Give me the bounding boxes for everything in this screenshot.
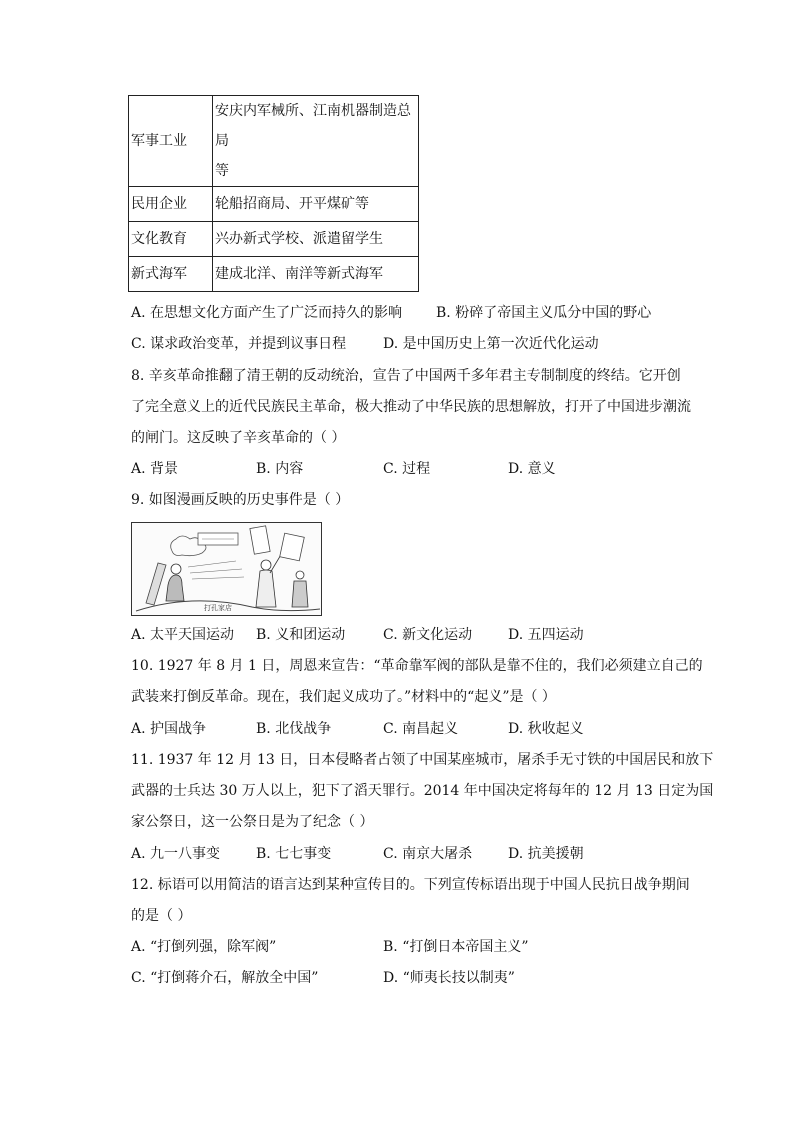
- q11-option-a[interactable]: A. 九一八事变: [131, 846, 221, 862]
- cell-line: 等: [215, 163, 229, 179]
- q11-option-d[interactable]: D. 抗美援朝: [508, 846, 584, 862]
- table-cell-label: 新式海军: [129, 257, 213, 292]
- q7-option-c[interactable]: C. 谋求政治变革，并提到议事日程: [131, 336, 347, 352]
- cartoon-image: [131, 522, 322, 616]
- q12-option-d[interactable]: D. “师夷长技以制夷”: [383, 970, 515, 986]
- cartoon-caption: 打孔家店: [204, 604, 232, 612]
- q9-option-d[interactable]: D. 五四运动: [508, 627, 584, 643]
- q12-stem-line: 的是（ ）: [131, 908, 192, 924]
- q8-option-a[interactable]: A. 背景: [131, 461, 179, 477]
- q7-option-a[interactable]: A. 在思想文化方面产生了广泛而持久的影响: [131, 305, 403, 321]
- q10-stem-line: 武装来打倒反革命。现在，我们起义成功了。”材料中的“起义”是（ ）: [131, 689, 556, 705]
- q10-stem-line: 10. 1927 年 8 月 1 日，周恩来宣告：“革命靠军阀的部队是靠不住的，我们必须建立自己的: [131, 658, 703, 674]
- q8-stem-line: 8. 辛亥革命推翻了清王朝的反动统治，宣告了中国两千多年君主专制制度的终结。它开创: [131, 368, 681, 384]
- q11-stem-line: 11. 1937 年 12 月 13 日，日本侵略者占领了中国某座城市，屠杀手无寸铁的中国居民和放下: [131, 752, 714, 768]
- table-row: [129, 96, 419, 187]
- q10-option-b[interactable]: B. 北伐战争: [256, 721, 332, 737]
- q8-stem-line: 了完全意义上的近代民族民主革命，极大推动了中华民族的思想解放，打开了中国进步潮流: [131, 399, 691, 415]
- table-row: [129, 257, 419, 292]
- table-cell-label: 民用企业: [129, 187, 213, 222]
- q9-option-a[interactable]: A. 太平天国运动: [131, 627, 235, 643]
- q9-option-b[interactable]: B. 义和团运动: [256, 627, 346, 643]
- q7-option-d[interactable]: D. 是中国历史上第一次近代化运动: [383, 336, 599, 352]
- q11-option-b[interactable]: B. 七七事变: [256, 846, 332, 862]
- cartoon-drawing: [132, 523, 321, 615]
- table-cell-content: 兴办新式学校、派遣留学生: [213, 222, 419, 257]
- q8-option-c[interactable]: C. 过程: [383, 461, 431, 477]
- q9-option-c[interactable]: C. 新文化运动: [383, 627, 473, 643]
- q8-stem-line: 的闸门。这反映了辛亥革命的（ ）: [131, 430, 346, 446]
- q10-option-d[interactable]: D. 秋收起义: [508, 721, 584, 737]
- q12-option-a[interactable]: A. “打倒列强，除军阀”: [131, 939, 277, 955]
- q11-stem-line: 武器的士兵达 30 万人以上，犯下了滔天罪行。2014 年中国决定将每年的 12 月 13 日定为国: [131, 783, 714, 799]
- q9-stem: 9. 如图漫画反映的历史事件是（ ）: [131, 492, 350, 508]
- q10-option-c[interactable]: C. 南昌起义: [383, 721, 459, 737]
- westernization-table: [128, 95, 419, 292]
- table-row: [129, 187, 419, 222]
- q8-option-d[interactable]: D. 意义: [508, 461, 556, 477]
- q10-option-a[interactable]: A. 护国战争: [131, 721, 207, 737]
- q7-option-b[interactable]: B. 粉碎了帝国主义瓜分中国的野心: [436, 305, 652, 321]
- q11-stem-line: 家公祭日，这一公祭日是为了纪念（ ）: [131, 814, 374, 830]
- table-cell-content: 建成北洋、南洋等新式海军: [213, 257, 419, 292]
- table-cell-label: 军事工业: [129, 96, 213, 187]
- cell-line: 安庆内军械所、江南机器制造总局: [215, 103, 411, 149]
- table-cell-content: [213, 96, 419, 187]
- q12-option-b[interactable]: B. “打倒日本帝国主义”: [383, 939, 529, 955]
- q8-option-b[interactable]: B. 内容: [256, 461, 304, 477]
- q12-stem-line: 12. 标语可以用简洁的语言达到某种宣传目的。下列宣传标语出现于中国人民抗日战争期间: [131, 877, 690, 893]
- table-cell-content: 轮船招商局、开平煤矿等: [213, 187, 419, 222]
- q12-option-c[interactable]: C. “打倒蒋介石，解放全中国”: [131, 970, 319, 986]
- q11-option-c[interactable]: C. 南京大屠杀: [383, 846, 473, 862]
- table-row: [129, 222, 419, 257]
- table-cell-label: 文化教育: [129, 222, 213, 257]
